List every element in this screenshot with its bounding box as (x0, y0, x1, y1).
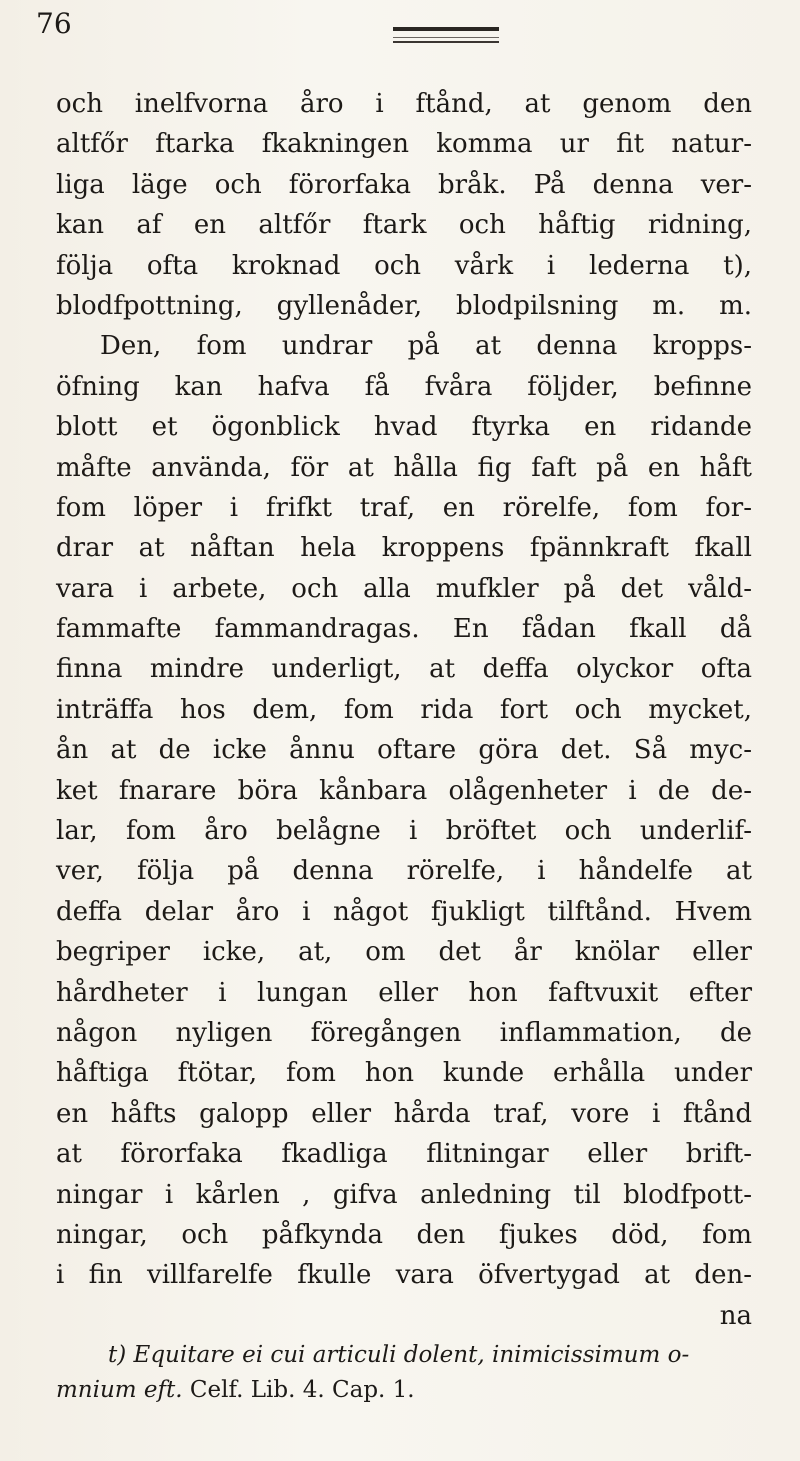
page-number: 76 (36, 7, 72, 40)
text-line: hårdheter i lungan eller hon faftvuxit efter (56, 977, 752, 1008)
text-line: någon nyligen föregången inflammation, de (56, 1017, 752, 1048)
text-line: blodfpottning, gyllenåder, blodpilsning m. m. (56, 290, 752, 321)
footnote-citation: Celf. Lib. 4. Cap. 1. (182, 1377, 415, 1403)
text-line: ver, följa på denna rörelfe, i håndelfe at (56, 856, 752, 887)
text-line: inträffa hos dem, fom rida fort och mycket, (56, 694, 752, 725)
text-line: altfőr ftarka fkakningen komma ur fit natur- (56, 129, 752, 160)
text-line: håftiga ftötar, fom hon kunde erhålla under (56, 1058, 752, 1089)
text-line: fom löper i frifkt traf, en rörelfe, fom for- (56, 492, 752, 523)
text-line: ket fnarare böra kånbara olågenheter i de de- (56, 775, 752, 806)
text-line: ningar i kårlen , gifva anledning til blodfpott- (56, 1179, 752, 1210)
text-line: kan af en altfőr ftark och håftig ridning, (56, 210, 752, 241)
text-line: vara i arbete, och alla mufkler på det våld- (56, 573, 752, 604)
header-ornament-rule (393, 27, 499, 43)
footnote-line-2 (56, 1373, 752, 1408)
text-line: liga läge och förorfaka bråk. På denna ver- (56, 169, 752, 200)
text-line: ningar, och påfkynda den fjukes död, fom (56, 1219, 752, 1250)
text-line: deffa delar åro i något fjukligt tilftånd. Hvem (56, 896, 752, 927)
catchword: na (719, 1300, 752, 1331)
text-line: en håfts galopp eller hårda traf, vore i ftånd (56, 1098, 752, 1129)
footnote (56, 1338, 752, 1408)
text-line: lar, fom åro belågne i bröftet och underlif- (56, 816, 752, 847)
body-text (56, 84, 752, 1336)
footnote-marker: t) (108, 1342, 127, 1368)
footnote-quote: Equitare ei cui articuli dolent, inimicissimum o- (133, 1342, 690, 1368)
text-line: ån at de icke ånnu oftare göra det. Så myc- (56, 735, 752, 766)
footnote-line-1 (56, 1338, 752, 1373)
text-line: i fin villfarelfe fkulle vara öfvertygad at den- (56, 1260, 752, 1291)
text-line-paragraph-start: Den, fom undrar på at denna kropps- (100, 331, 752, 362)
text-line: och inelfvorna åro i ftånd, at genom den (56, 89, 752, 119)
text-line: öfning kan hafva få fvåra följder, befinne (56, 371, 752, 402)
text-line: begriper icke, at, om det år knölar eller (56, 937, 752, 968)
text-line: fammafte fammandragas. En fådan fkall då (56, 614, 752, 645)
text-line: drar at nåftan hela kroppens fpännkraft fkall (56, 533, 752, 564)
text-line: blott et ögonblick hvad ftyrka en ridande (56, 412, 752, 443)
text-line: följa ofta kroknad och vårk i lederna t), (56, 250, 752, 281)
text-line: finna mindre underligt, at deffa olyckor ofta (56, 654, 752, 685)
footnote-quote-end: mnium eft. (56, 1377, 183, 1403)
text-line: at förorfaka fkadliga flitningar eller brift- (56, 1139, 752, 1170)
text-line: måfte använda, för at hålla fig faft på en håft (56, 452, 752, 483)
